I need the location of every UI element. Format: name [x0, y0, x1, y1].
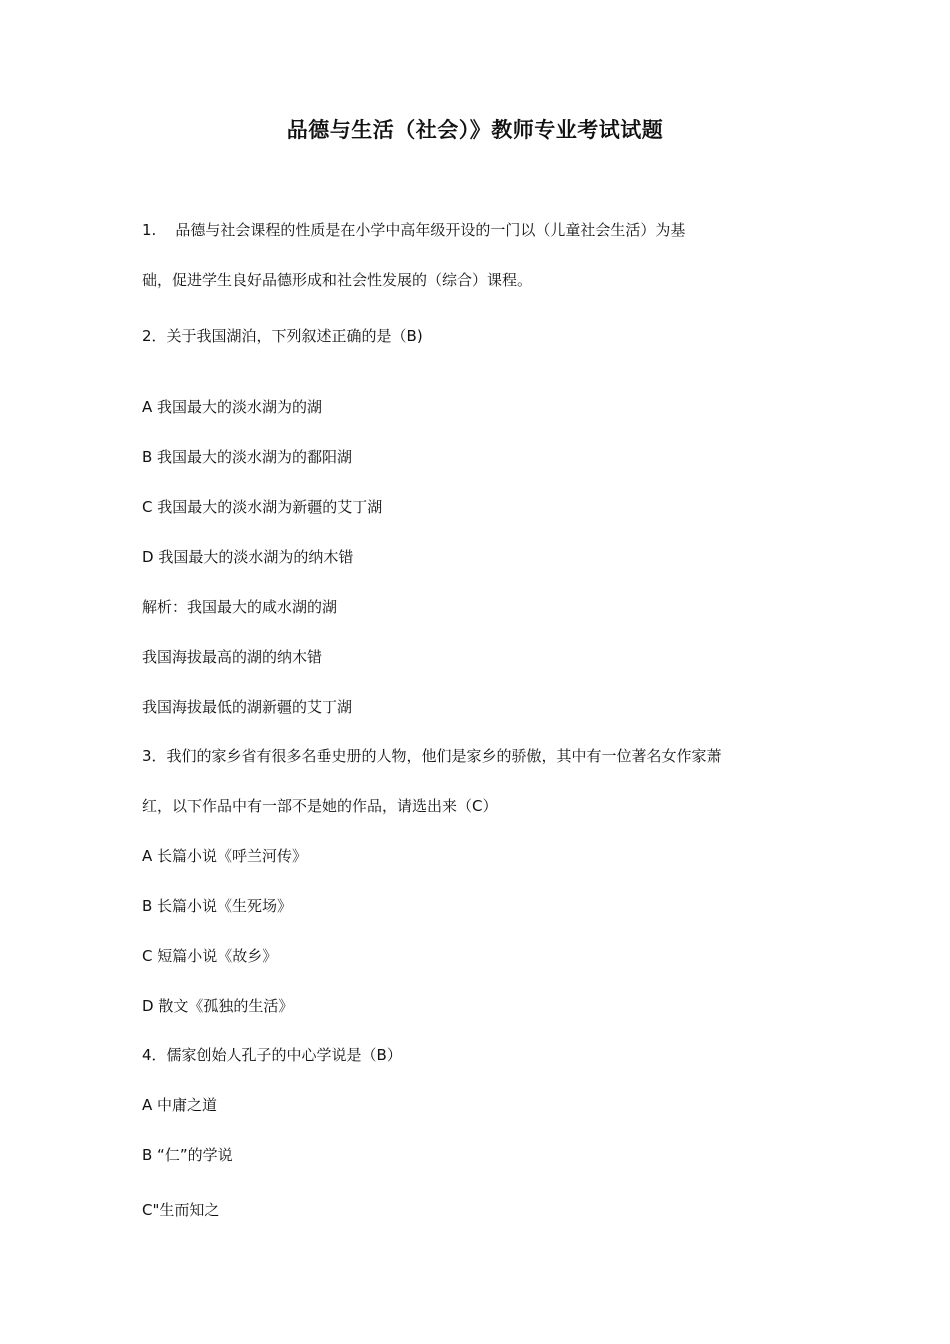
question-2-option-c: C 我国最大的淡水湖为新疆的艾丁湖 [142, 498, 383, 516]
document-title: 品德与生活（社会）》教师专业考试试题 [286, 118, 664, 142]
question-2-option-b: B 我国最大的淡水湖为的鄱阳湖 [142, 448, 353, 466]
question-4-stem: 4．儒家创始人孔子的中心学说是（B） [142, 1046, 402, 1064]
question-2-option-a: A 我国最大的淡水湖为的湖 [142, 398, 323, 416]
question-3-option-b: B 长篇小说《生死场》 [142, 897, 293, 915]
question-4-option-b: B “仁”的学说 [142, 1146, 233, 1164]
question-3-option-a: A 长篇小说《呼兰河传》 [142, 847, 308, 865]
question-4-option-a: A 中庸之道 [142, 1096, 218, 1114]
question-2-option-d: D 我国最大的淡水湖为的纳木错 [142, 548, 354, 566]
question-2-analysis-line-3: 我国海拔最低的湖新疆的艾丁湖 [142, 698, 353, 716]
question-1-line-1: 1. 品德与社会课程的性质是在小学中高年级开设的一门以（儿童社会生活）为基 [142, 221, 686, 239]
question-3-line-2: 红，以下作品中有一部不是她的作品，请选出来（C） [142, 797, 498, 815]
question-2-stem: 2．关于我国湖泊，下列叙述正确的是（B) [142, 327, 423, 345]
question-3-option-d: D 散文《孤独的生活》 [142, 997, 294, 1015]
question-4-option-c: C"生而知之 [142, 1201, 220, 1219]
question-2-analysis-line-2: 我国海拔最高的湖的纳木错 [142, 648, 323, 666]
question-3-option-c: C 短篇小说《故乡》 [142, 947, 278, 965]
question-1-line-2: 础，促进学生良好品德形成和社会性发展的（综合）课程。 [142, 271, 533, 289]
question-3-line-1: 3．我们的家乡省有很多名垂史册的人物，他们是家乡的骄傲，其中有一位著名女作家萧 [142, 747, 722, 765]
question-2-analysis: 解析：我国最大的咸水湖的湖 [142, 598, 338, 616]
